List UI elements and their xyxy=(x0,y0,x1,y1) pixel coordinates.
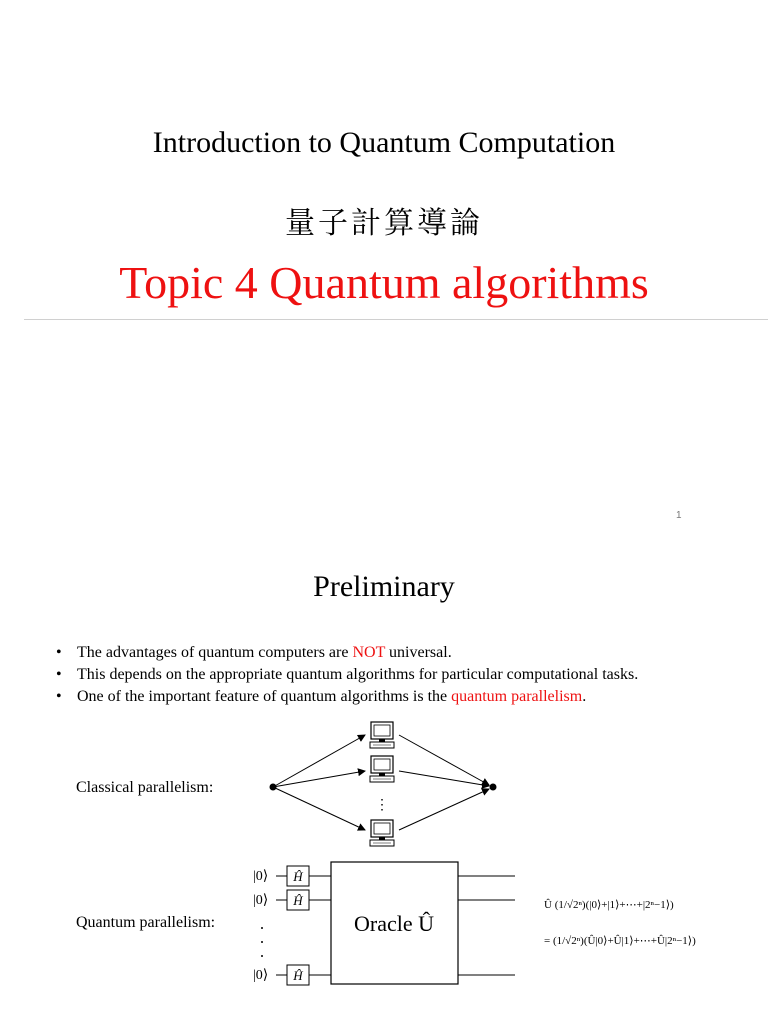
equation-line-1: Û (1/√2ⁿ)(|0⟩+|1⟩+⋯+|2ⁿ−1⟩) xyxy=(544,899,674,911)
course-title-chinese: 量子計算導論 xyxy=(285,206,483,241)
topic-title: Topic 4 Quantum algorithms xyxy=(119,257,649,308)
ket-zero: |0⟩ xyxy=(253,968,269,983)
svg-text:Ĥ: Ĥ xyxy=(293,893,303,908)
highlight-not: NOT xyxy=(352,644,386,661)
svg-text:Ĥ: Ĥ xyxy=(293,869,303,884)
preliminary-slide xyxy=(0,545,768,1024)
equation-line-2: = (1/√2ⁿ)(Û|0⟩+Û|1⟩+⋯+Û|2ⁿ−1⟩) xyxy=(544,935,696,947)
page-number: 1 xyxy=(676,510,682,521)
oracle-label: Oracle Û xyxy=(353,911,435,936)
course-title: Introduction to Quantum Computation xyxy=(152,126,616,159)
bullet-item: • The advantages of quantum computers are NOT universal. xyxy=(52,642,638,664)
title-divider xyxy=(24,319,768,320)
bullet-item: • One of the important feature of quantum algorithms is the quantum parallelism. xyxy=(52,686,638,708)
svg-text:Ĥ: Ĥ xyxy=(293,968,303,983)
parallelism-diagram xyxy=(0,545,768,1024)
computer-icon xyxy=(370,756,394,782)
classical-parallelism-label: Classical parallelism: xyxy=(76,779,214,796)
quantum-parallelism-label: Quantum parallelism: xyxy=(76,914,216,931)
computer-icon xyxy=(370,722,394,748)
sink-node xyxy=(490,784,497,791)
slide-title: Preliminary xyxy=(313,570,455,603)
highlight-quantum-parallelism: quantum parallelism xyxy=(451,688,583,705)
ket-zero: |0⟩ xyxy=(253,893,269,908)
classical-diagram xyxy=(270,722,497,846)
computer-icon xyxy=(370,820,394,846)
quantum-circuit xyxy=(253,862,515,985)
ket-zero: |0⟩ xyxy=(253,869,269,884)
bullet-item: • This depends on the appropriate quantum algorithms for particular computational tasks. xyxy=(52,664,638,686)
vertical-dots: ⋮ xyxy=(375,797,389,813)
